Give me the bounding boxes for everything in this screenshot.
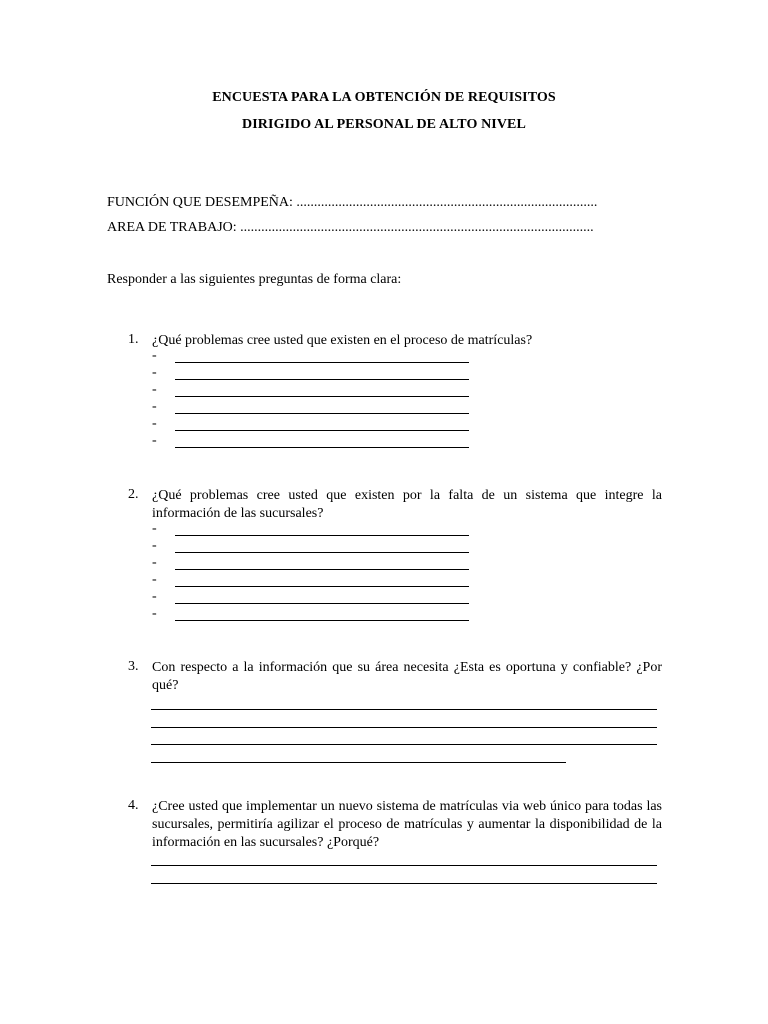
list-dash: - <box>152 433 157 448</box>
answer-line[interactable] <box>152 350 482 367</box>
answer-line[interactable] <box>151 762 566 763</box>
answer-line[interactable] <box>152 574 482 591</box>
survey-title: ENCUESTA PARA LA OBTENCIÓN DE REQUISITOS <box>212 90 556 105</box>
list-dash: - <box>152 416 157 431</box>
list-dash: - <box>152 365 157 380</box>
list-dash: - <box>152 572 157 587</box>
answer-line[interactable] <box>151 883 657 884</box>
answer-line[interactable] <box>151 709 657 710</box>
function-field[interactable]: FUNCIÓN QUE DESEMPEÑA: ...................................................................................... <box>107 195 598 210</box>
answer-line[interactable] <box>152 608 482 625</box>
work-area-field[interactable]: AREA DE TRABAJO: ..................................................................................................... <box>107 220 594 235</box>
question-number: 2. <box>128 487 139 502</box>
list-dash: - <box>152 382 157 397</box>
question-number: 1. <box>128 332 139 347</box>
answer-line[interactable] <box>152 435 482 452</box>
answer-line[interactable] <box>152 557 482 574</box>
question-text: ¿Qué problemas cree usted que existen por la falta de un sistema que integre la información de las sucursales? <box>152 488 662 521</box>
list-dash: - <box>152 589 157 604</box>
instructions-text: Responder a las siguientes preguntas de forma clara: <box>107 272 402 287</box>
question-text: ¿Qué problemas cree usted que existen en el proceso de matrículas? <box>152 333 533 348</box>
survey-subtitle: DIRIGIDO AL PERSONAL DE ALTO NIVEL <box>242 117 526 132</box>
answer-line[interactable] <box>152 418 482 435</box>
question-number: 3. <box>128 659 139 674</box>
answer-line[interactable] <box>152 367 482 384</box>
list-dash: - <box>152 606 157 621</box>
list-dash: - <box>152 399 157 414</box>
answer-line[interactable] <box>151 865 657 866</box>
answer-line[interactable] <box>152 384 482 401</box>
answer-line[interactable] <box>151 727 657 728</box>
list-dash: - <box>152 521 157 536</box>
list-dash: - <box>152 555 157 570</box>
answer-line[interactable] <box>151 744 657 745</box>
list-dash: - <box>152 348 157 363</box>
answer-line[interactable] <box>152 523 482 540</box>
question-text: Con respecto a la información que su área necesita ¿Esta es oportuna y confiable? ¿Por qué? <box>152 660 662 693</box>
answer-line[interactable] <box>152 401 482 418</box>
answer-line[interactable] <box>152 540 482 557</box>
question-text: ¿Cree usted que implementar un nuevo sistema de matrículas via web único para todas las sucursales, permitiría agilizar el proceso de matrículas y aumentar la disponibilidad de la información en las sucursales? ¿Porqué? <box>152 799 662 850</box>
answer-line[interactable] <box>152 591 482 608</box>
list-dash: - <box>152 538 157 553</box>
question-number: 4. <box>128 798 139 813</box>
